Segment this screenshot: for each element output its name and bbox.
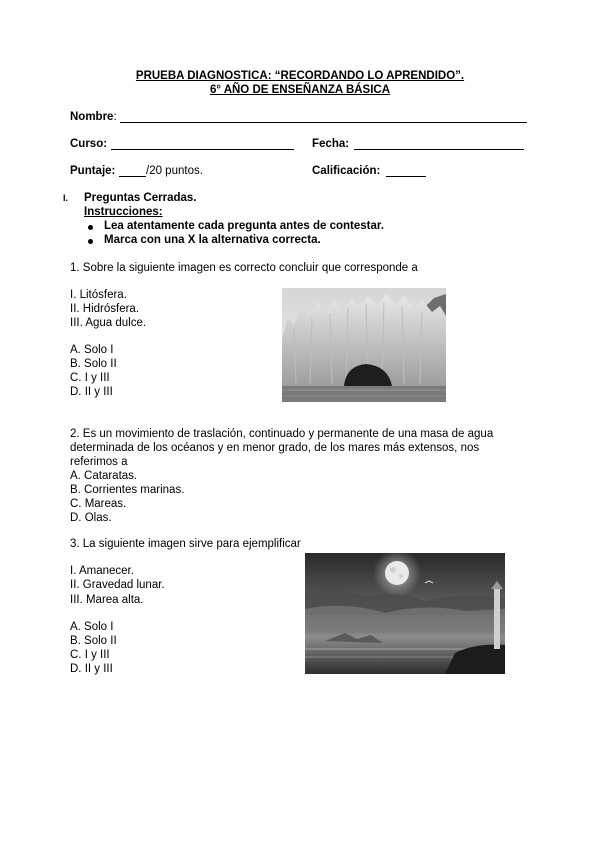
instructions-label: Instrucciones:	[84, 206, 163, 218]
question-3-statement: I. Amanecer.	[70, 565, 134, 577]
question-2-prompt: determinada de los océanos y en menor grado, de los mares más extensos, nos	[70, 442, 480, 454]
curso-blank-line[interactable]	[111, 149, 294, 150]
test-subtitle: 6° AÑO DE ENSEÑANZA BÁSICA	[209, 84, 391, 96]
bullet-icon	[88, 225, 93, 230]
calificacion-blank-line[interactable]	[386, 176, 426, 177]
calificacion-field-label: Calificación:	[312, 165, 381, 177]
question-1-statement: I. Litósfera.	[70, 289, 127, 301]
question-3-option-c[interactable]: C. I y III	[70, 649, 110, 661]
question-3-prompt: 3. La siguiente imagen sirve para ejemplificar	[70, 538, 301, 550]
puntaje-field-label: Puntaje:	[70, 165, 116, 177]
question-2-option-b[interactable]: B. Corrientes marinas.	[70, 484, 185, 496]
section-number: I.	[63, 193, 69, 203]
question-2-option-d[interactable]: D. Olas.	[70, 512, 112, 524]
bullet-icon	[88, 239, 93, 244]
question-3-statement: II. Gravedad lunar.	[70, 579, 165, 591]
question-1-statement: III. Agua dulce.	[70, 317, 147, 329]
fecha-field-label: Fecha:	[312, 138, 350, 150]
question-3-option-a[interactable]: A. Solo I	[70, 621, 114, 633]
moon-sea-photo	[305, 553, 505, 674]
question-2-prompt: 2. Es un movimiento de traslación, continuado y permanente de una masa de agua	[70, 428, 494, 440]
section-title: Preguntas Cerradas.	[84, 192, 197, 204]
question-1-option-b[interactable]: B. Solo II	[70, 358, 117, 370]
curso-field-label: Curso:	[70, 138, 108, 150]
question-1-option-d[interactable]: D. II y III	[70, 386, 113, 398]
test-title: PRUEBA DIAGNOSTICA: “RECORDANDO LO APRENDIDO”.	[135, 70, 465, 82]
instruction-item: Marca con una X la alternativa correcta.	[104, 234, 321, 246]
puntaje-total-text: /20 puntos.	[146, 165, 203, 177]
question-2-option-a[interactable]: A. Cataratas.	[70, 470, 138, 482]
question-3-statement: III. Marea alta.	[70, 594, 144, 606]
question-1-statement: II. Hidrósfera.	[70, 303, 140, 315]
question-2-prompt: referimos a	[70, 456, 128, 468]
glacier-photo	[282, 288, 446, 402]
fecha-blank-line[interactable]	[354, 149, 524, 150]
question-3-option-b[interactable]: B. Solo II	[70, 635, 117, 647]
question-3-option-d[interactable]: D. II y III	[70, 663, 113, 675]
nombre-blank-line[interactable]	[120, 122, 527, 123]
question-1-prompt: 1. Sobre la siguiente imagen es correcto concluir que corresponde a	[70, 262, 418, 274]
puntaje-blank-line[interactable]	[119, 176, 146, 177]
question-1-option-c[interactable]: C. I y III	[70, 372, 110, 384]
instruction-item: Lea atentamente cada pregunta antes de contestar.	[104, 220, 384, 232]
nombre-field-label: Nombre:	[70, 111, 117, 123]
question-1-option-a[interactable]: A. Solo I	[70, 344, 114, 356]
question-2-option-c[interactable]: C. Mareas.	[70, 498, 127, 510]
